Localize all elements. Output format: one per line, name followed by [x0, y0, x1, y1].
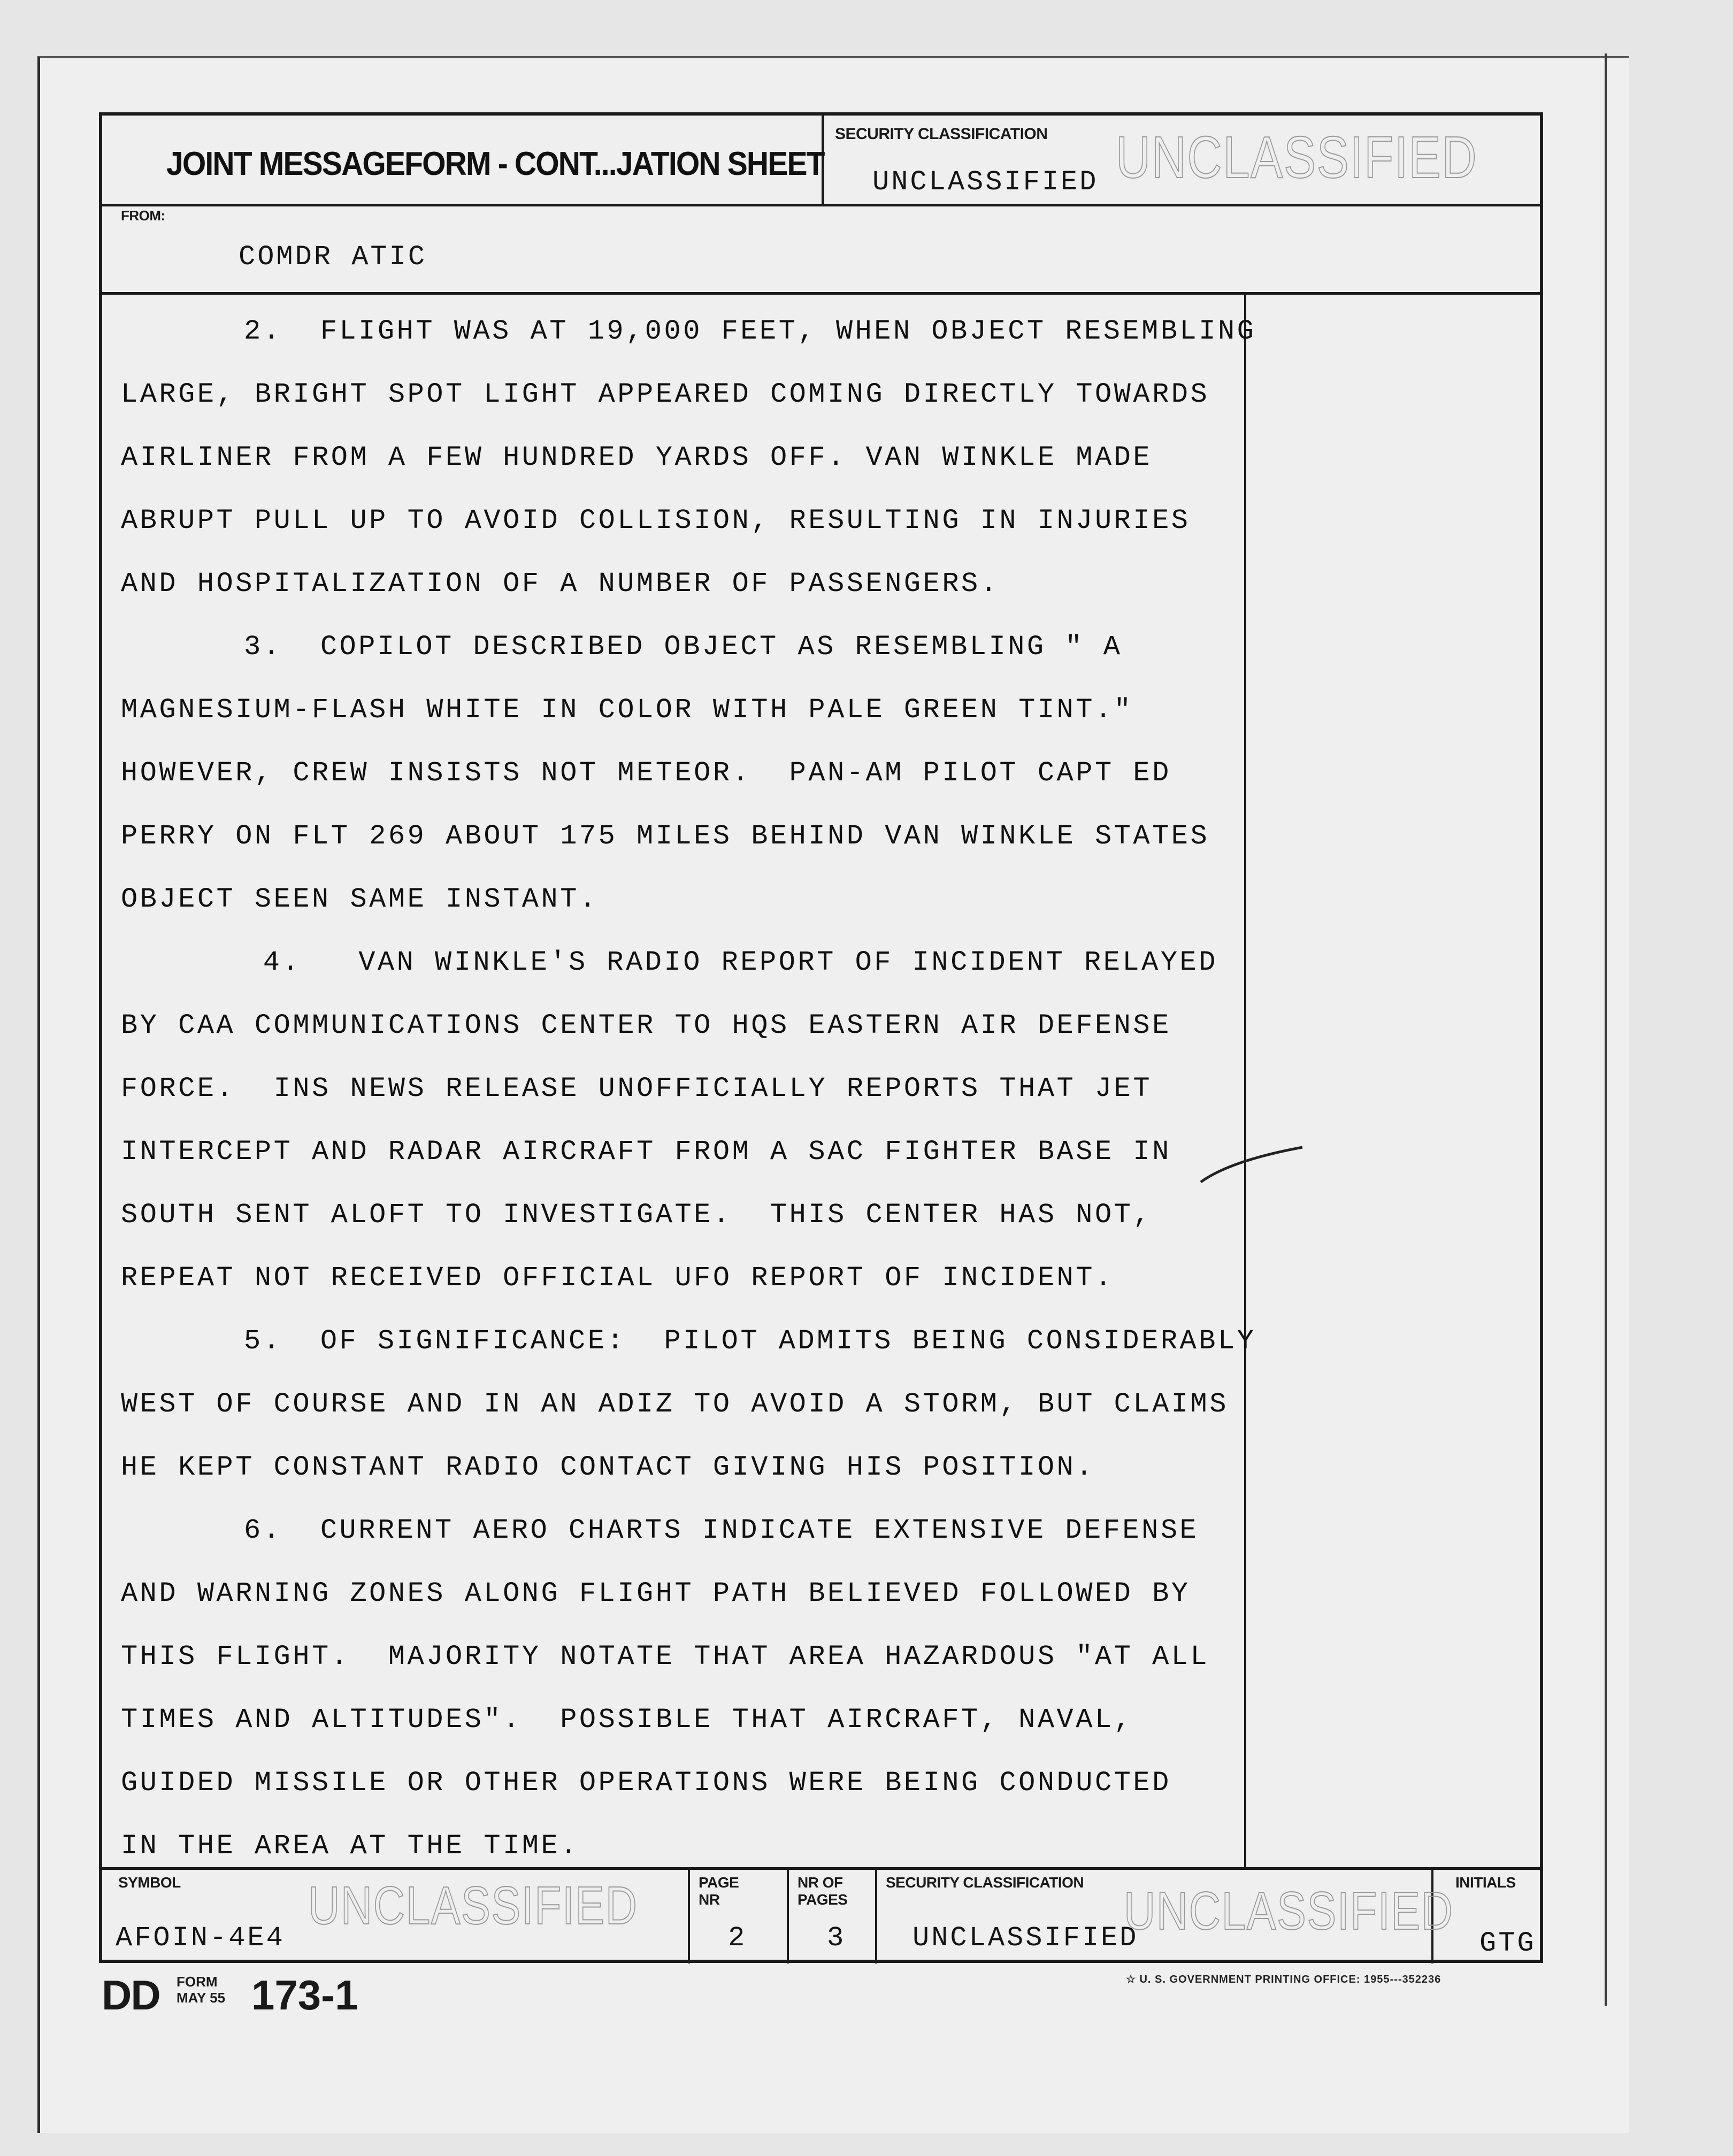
body-line: 6. CURRENT AERO CHARTS INDICATE EXTENSIVE DEFENSE: [244, 1515, 1199, 1546]
body-line: TIMES AND ALTITUDES". POSSIBLE THAT AIRCRAFT, NAVAL,: [121, 1704, 1133, 1736]
body-line: AIRLINER FROM A FEW HUNDRED YARDS OFF. VAN WINKLE MADE: [121, 442, 1153, 473]
body-line: WEST OF COURSE AND IN AN ADIZ TO AVOID A STORM, BUT CLAIMS: [121, 1388, 1229, 1420]
body-line: REPEAT NOT RECEIVED OFFICIAL UFO REPORT OF INCIDENT.: [121, 1262, 1114, 1294]
body-line: OBJECT SEEN SAME INSTANT.: [121, 884, 599, 915]
initials-value: GTG: [1479, 1928, 1536, 1959]
body-line: IN THE AREA AT THE TIME.: [121, 1830, 579, 1862]
page-nr-label: PAGE NR: [699, 1874, 739, 1908]
dd-form-number: 173-1: [251, 1971, 358, 2019]
body-line: AND HOSPITALIZATION OF A NUMBER OF PASSENGERS.: [121, 568, 1000, 600]
body-line: LARGE, BRIGHT SPOT LIGHT APPEARED COMING DIRECTLY TOWARDS: [121, 379, 1210, 410]
body-line: HE KEPT CONSTANT RADIO CONTACT GIVING HIS POSITION.: [121, 1452, 1095, 1483]
from-label: FROM:: [121, 208, 165, 224]
dd-form-label: [177, 1974, 225, 2006]
page-nr-value: 2: [728, 1922, 747, 1954]
body-line: 3. COPILOT DESCRIBED OBJECT AS RESEMBLING " A: [244, 631, 1123, 663]
footer-col-1: [688, 1867, 690, 1963]
body-line: 4. VAN WINKLE'S RADIO REPORT OF INCIDENT RELAYED: [244, 947, 1218, 978]
body-line: SOUTH SENT ALOFT TO INVESTIGATE. THIS CENTER HAS NOT,: [121, 1199, 1153, 1231]
body-line: 5. OF SIGNIFICANCE: PILOT ADMITS BEING CONSIDERABLY: [244, 1325, 1256, 1357]
form-title: JOINT MESSAGEFORM - CONT...JATION SHEET: [166, 145, 824, 182]
printer-imprint: ☆ U. S. GOVERNMENT PRINTING OFFICE: 1955---352236: [1126, 1974, 1441, 1985]
from-value: COMDR ATIC: [239, 241, 427, 273]
footer-security-label: SECURITY CLASSIFICATION: [886, 1874, 1084, 1891]
body-line: ABRUPT PULL UP TO AVOID COLLISION, RESULTING IN INJURIES: [121, 505, 1191, 536]
security-classification-value: UNCLASSIFIED: [872, 166, 1099, 198]
message-form: [99, 112, 1543, 1963]
body-line: INTERCEPT AND RADAR AIRCRAFT FROM A SAC FIGHTER BASE IN: [121, 1136, 1171, 1168]
paper-edge: [1605, 53, 1607, 2006]
body-line: GUIDED MISSILE OR OTHER OPERATIONS WERE BEING CONDUCTED: [121, 1767, 1171, 1799]
symbol-value: AFOIN-4E4: [116, 1922, 285, 1954]
body-line: BY CAA COMMUNICATIONS CENTER TO HQS EASTERN AIR DEFENSE: [121, 1010, 1171, 1041]
unclassified-stamp-footer-right: UNCLASSIFIED: [1124, 1881, 1454, 1941]
nr-of-pages-value: 3: [827, 1922, 846, 1954]
body-line: THIS FLIGHT. MAJORITY NOTATE THAT AREA HAZARDOUS "AT ALL: [121, 1641, 1210, 1672]
footer-col-3: [875, 1867, 877, 1963]
dd-form-word: FORM: [177, 1974, 218, 1990]
symbol-label: SYMBOL: [118, 1874, 181, 1891]
body-line: HOWEVER, CREW INSISTS NOT METEOR. PAN-AM PILOT CAPT ED: [121, 757, 1171, 789]
footer-security-value: UNCLASSIFIED: [912, 1922, 1139, 1954]
dd-form-prefix: DD: [102, 1971, 160, 2019]
body-line: PERRY ON FLT 269 ABOUT 175 MILES BEHIND VAN WINKLE STATES: [121, 820, 1210, 852]
message-body: [121, 300, 1383, 1878]
body-line: AND WARNING ZONES ALONG FLIGHT PATH BELIEVED FOLLOWED BY: [121, 1578, 1191, 1609]
footer-col-2: [787, 1867, 789, 1963]
initials-label: INITIALS: [1455, 1874, 1516, 1891]
pen-mark: [1198, 1145, 1305, 1203]
from-divider: [102, 292, 1541, 295]
nr-of-pages-label: NR OF PAGES: [798, 1874, 848, 1908]
dd-form-date: MAY 55: [177, 1990, 226, 2006]
unclassified-stamp-header: UNCLASSIFIED: [1116, 125, 1478, 190]
unclassified-stamp-footer-left: UNCLASSIFIED: [308, 1876, 638, 1936]
body-line: FORCE. INS NEWS RELEASE UNOFFICIALLY REPORTS THAT JET: [121, 1073, 1153, 1104]
security-classification-label: SECURITY CLASSIFICATION: [835, 125, 1048, 143]
body-line: MAGNESIUM-FLASH WHITE IN COLOR WITH PALE GREEN TINT.": [121, 694, 1133, 726]
body-line: 2. FLIGHT WAS AT 19,000 FEET, WHEN OBJECT RESEMBLING: [244, 316, 1256, 347]
